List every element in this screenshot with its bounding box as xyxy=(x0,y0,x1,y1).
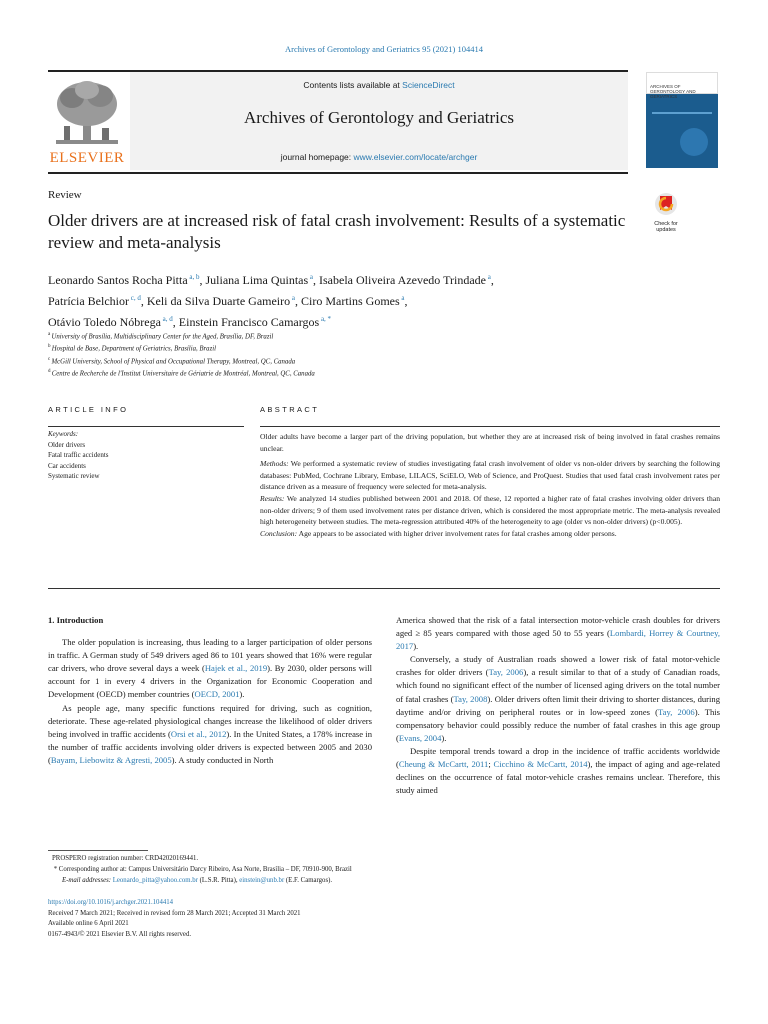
author-name: Juliana Lima Quintas xyxy=(205,273,309,287)
affiliation: $^c$ McGill University, School of Physical and Occupational Therapy, Montreal, QC, Canada xyxy=(48,356,296,365)
citation-link[interactable]: Tay, 2008 xyxy=(453,693,488,704)
body-paragraph: America showed that the risk of a fatal intersection motor-vehicle crash doubles for drivers aged ≥ 85 years compared with those aged 50 to 55 years (Lombardi, Horrey & Courtney, 2017). xyxy=(396,615,720,652)
doi-link[interactable]: https://doi.org/10.1016/j.archger.2021.104414 xyxy=(48,899,174,906)
citation-link[interactable]: Cicchino & McCartt, 2014 xyxy=(493,759,588,770)
citation-link[interactable]: Cheung & McCartt, 2011 xyxy=(398,759,489,770)
body-left-column xyxy=(48,614,372,767)
sciencedirect-link[interactable]: ScienceDirect xyxy=(402,80,455,90)
author-name: Patrícia Belchior xyxy=(48,294,129,308)
citation-link[interactable]: Tay, 2006 xyxy=(488,667,524,678)
homepage-link[interactable]: www.elsevier.com/locate/archger xyxy=(353,152,478,162)
affiliation-list xyxy=(48,330,668,379)
homepage-line: journal homepage: www.elsevier.com/locate/archger xyxy=(280,152,478,162)
corresponding-author-note: * Corresponding author at: Campus Universitário Darcy Ribeiro, Asa Norte, Brasília – DF, 70910-900, Brazil xyxy=(52,866,352,873)
author-affiliation-marker[interactable]: a xyxy=(290,294,295,302)
author-affiliation-marker[interactable]: a, * xyxy=(319,315,332,323)
citation-link[interactable]: Bayam, Liebowitz & Agresti, 2005 xyxy=(50,754,172,765)
abstract-methods: Methods: We performed a systematic review of studies investigating fatal crash involvement of older vs non-older drivers by searching the following databases: PubMed, Cochrane Library, Embase, LILACS, SciELO, Web of Science, and ProQuest. Studies that used fatal crash involvement rates per distance driven as a measure of frequency were selected for meta-analysis. xyxy=(260,459,720,492)
author-name: Leonardo Santos Rocha Pitta xyxy=(48,273,188,287)
journal-title: Archives of Gerontology and Geriatrics xyxy=(243,108,515,127)
keyword: Car accidents xyxy=(48,461,86,470)
article-type: Review xyxy=(48,189,82,201)
article-title: Older drivers are at increased risk of fatal crash involvement: Results of a systematic review and meta-analysis xyxy=(48,211,626,252)
author-affiliation-marker[interactable]: a xyxy=(308,273,314,281)
affiliation: $^a$ University of Brasília, Multidisciplinary Center for the Aged, Brasília, DF, Brazil xyxy=(48,332,274,341)
check-updates-label: Check for updates xyxy=(654,221,678,233)
keywords-list xyxy=(48,440,218,482)
elsevier-wordmark: ELSEVIER xyxy=(49,150,125,166)
email-link-2[interactable]: einstein@unb.br xyxy=(239,877,285,884)
footnotes xyxy=(52,853,712,886)
keyword: Older drivers xyxy=(48,440,86,449)
body-paragraph: As people age, many specific functions required for driving, such as cognition, deteriorate. These age-related physiological changes increase the likelihood of older drivers being involved in traffic accidents (Orsi et al., 2012). In the United States, a 178% increase in the number of traffic accidents involving older drivers is expected between 2005 and 2030 (Bayam, Liebowitz & Agresti, 2005). A study conducted in North xyxy=(48,702,372,765)
keyword: Systematic review xyxy=(48,472,100,481)
abstract-text xyxy=(260,431,720,539)
citation-link[interactable]: Hajek et al., 2019 xyxy=(204,663,268,674)
author-name: Keli da Silva Duarte Gameiro xyxy=(146,294,291,308)
author-list: Leonardo Santos Rocha Pitta $^{a, b}$, Juliana Lima Quintas $^a$, Isabela Oliveira Azevedo Trindade $^a$, Patrícia Belchior $^{c, d}$, Keli da Silva Duarte Gameiro $^a$, Ciro Martins Gomes $^a$, Otávio Toledo Nóbrega $^{a, d}$, Einstein Francisco Camargos $^{a, *}$ xyxy=(48,273,494,329)
author-affiliation-marker[interactable]: a xyxy=(485,273,491,281)
check-for-updates-badge[interactable] xyxy=(648,192,684,232)
author-name: Einstein Francisco Camargos xyxy=(178,315,320,329)
keyword: Fatal traffic accidents xyxy=(48,451,109,460)
section-heading-introduction: 1. Introduction xyxy=(48,615,104,625)
author-affiliation-marker[interactable]: a, b xyxy=(187,273,200,281)
citation-link[interactable]: OECD, 2001 xyxy=(194,689,240,700)
email-note: E-mail addresses: Leonardo_pitta@yahoo.com.br (L.S.R. Pitta), einstein@unb.br (E.F. Camargos). xyxy=(62,877,333,884)
journal-reference[interactable]: Archives of Gerontology and Geriatrics 95 (2021) 104414 xyxy=(284,44,484,54)
publication-info xyxy=(48,898,708,940)
article-info-rule xyxy=(48,426,244,427)
citation-link[interactable]: Orsi et al., 2012 xyxy=(170,728,227,739)
abstract-intro: Older adults have become a larger part of the driving population, but whether they are at increased risk of being involved in fatal crashes remains unclear. xyxy=(260,432,720,453)
author-name: Isabela Oliveira Azevedo Trindade xyxy=(319,273,486,287)
citation-link[interactable]: Lombardi, Horrey & Courtney, 2017 xyxy=(396,628,720,652)
elsevier-tree-logo xyxy=(50,76,124,148)
author-affiliation-marker[interactable]: a, d xyxy=(160,315,173,323)
abstract-bottom-rule xyxy=(48,588,720,589)
check-updates-icon xyxy=(648,192,684,216)
affiliation: $^b$ Hospital de Base, Department of Geriatrics, Brasília, Brazil xyxy=(48,344,217,353)
keywords-label: Keywords: xyxy=(48,430,79,438)
cover-title: ARCHIVES OF GERONTOLOGY AND GERIATRICS xyxy=(650,84,696,99)
available-online: Available online 6 April 2021 xyxy=(48,920,129,927)
copyright: 0167-4943/© 2021 Elsevier B.V. All rights reserved. xyxy=(48,930,192,938)
author-affiliation-marker[interactable]: a xyxy=(399,294,405,302)
email-link-1[interactable]: Leonardo_pitta@yahoo.com.br xyxy=(112,877,198,884)
abstract-results: Results: We analyzed 14 studies published between 2001 and 2018. Of these, 12 reported a higher rate of fatal crashes involving older drivers than non-older drivers; 9 of them used involvement rates per distance driven, which is considered the most appropriate metric. The meta-analysis revealed high heterogeneity between studies. The meta-regression attributed 40% of the heterogeneity to age (older vs non-older drivers) (p<0.005). xyxy=(260,493,720,527)
author-affiliation-marker[interactable]: c, d xyxy=(128,294,141,302)
affiliation: $^d$ Centre de Recherche de l'Institut Universitaire de Gériatrie de Montréal, Montreal, QC, Canada xyxy=(48,368,315,378)
citation-link[interactable]: Evans, 2004 xyxy=(398,732,442,743)
abstract-rule xyxy=(260,426,720,427)
author-name: Otávio Toledo Nóbrega xyxy=(48,315,161,329)
body-right-column xyxy=(396,614,720,797)
article-info-heading: ARTICLE INFO xyxy=(48,405,129,414)
body-paragraph: The older population is increasing, thus leading to a larger participation of older persons in traffic. A German study of 549 drivers aged 86 to 101 years showed that 16% were regular car drivers, who drove several days a week (Hajek et al., 2019). By 2030, older persons will account for 1 in every 4 drivers in the Organization for Economic Cooperation and Development (OECD) member countries (OECD, 2001). xyxy=(48,637,372,700)
author-name: Ciro Martins Gomes xyxy=(301,294,400,308)
body-paragraph: Despite temporal trends toward a drop in the incidence of traffic accidents worldwide (Cheung & McCartt, 2011; Cicchino & McCartt, 2014), the impact of aging and age-related declines on the occurrence of fatal motor-vehicle crashes remains unclear. Therefore, this study aimed xyxy=(396,745,720,796)
abstract-heading: ABSTRACT xyxy=(260,405,320,414)
keywords-block xyxy=(48,429,218,482)
header-bottom-rule xyxy=(48,172,628,174)
prospero-note: PROSPERO registration number: CRD42020169441. xyxy=(52,855,199,862)
contents-line: Contents lists available at ScienceDirect xyxy=(303,80,455,90)
footnote-rule xyxy=(48,850,148,851)
citation-link[interactable]: Tay, 2006 xyxy=(658,706,695,717)
body-paragraph: Conversely, a study of Australian roads showed a lower risk of fatal motor-vehicle crashes for older drivers (Tay, 2006), a result similar to that of a study of Canadian roads, which found no significant effect of the number of licensed aging drivers on the total number of fatal crashes (Tay, 2008). Older drivers often limit their driving to shorter distances, during daytime and/or driving on peripheral routes or in low-speed zones (Tay, 2006). This compensatory behavior could possibly reduce the number of fatal crashes in this age group (Evans, 2004). xyxy=(396,654,721,743)
received-dates: Received 7 March 2021; Received in revised form 28 March 2021; Accepted 31 March 2021 xyxy=(48,909,301,917)
abstract-conclusion: Conclusion: Age appears to be associated with higher driver involvement rates for fatal crashes among older persons. xyxy=(260,528,617,538)
